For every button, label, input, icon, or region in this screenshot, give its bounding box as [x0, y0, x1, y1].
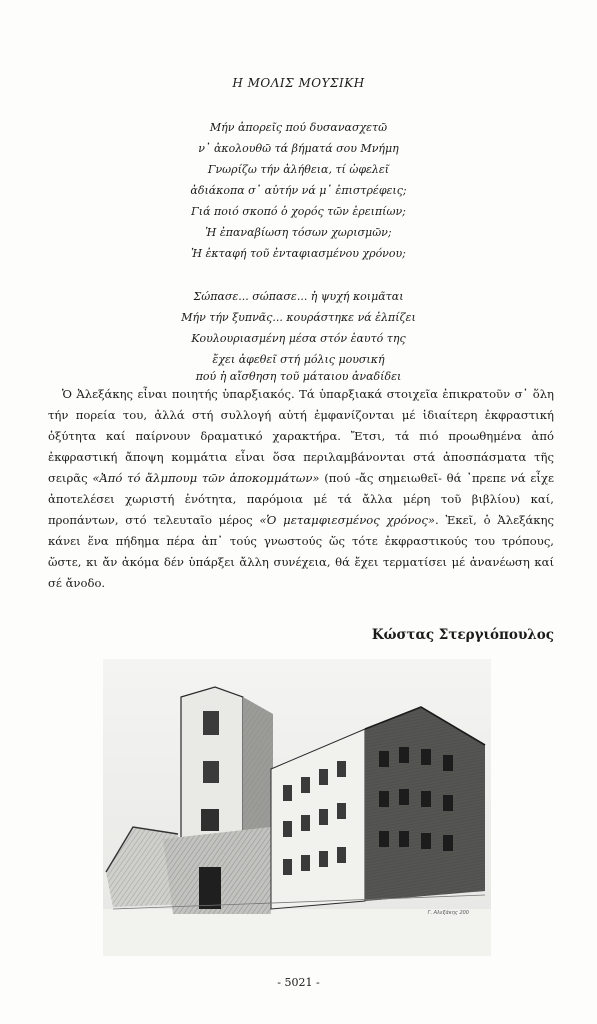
- poem-line: ἔχει ἀφεθεῖ στή μόλις μουσική: [212, 353, 385, 366]
- commentary-text: [48, 384, 554, 594]
- poem-line: Ἡ ἐκταφή τοῦ ἐνταφιασμένου χρόνου;: [191, 247, 406, 260]
- poem-line: ν᾿ ἀκολουθῶ τά βήματά σου Μνήμη: [198, 142, 399, 155]
- commentary-text-part: Ὁ Ἀλεξάκης εἶναι ποιητής ὑπαρξιακός. Τά ὑπαρξιακά στοιχεῖα ἐπικρατοῦν σ᾿ ὅλη τήν πορεία του, ἀλλά στή συλλογή αὐτή ἐμφανίζονται μέ ἰδιαίτερη ἐκφραστική ὀξύτητα καί παίρνουν δραματικό χαρακτήρα. Ἔτσι, τά πιό προωθημένα ἀπό ἐκφραστική ἄποψη κομμάτια εἶναι ὅσα περιλαμβάνονται στά ἀποσπάσματα τῆς σειρᾶς: [48, 387, 554, 485]
- poem-stanza-2: [0, 286, 597, 370]
- poem-title: Η ΜΟΛΙΣ ΜΟΥΣΙΚΗ: [232, 76, 365, 90]
- commentary-paragraph: [48, 384, 554, 594]
- poem-line: πού ἡ αἴσθηση τοῦ μάταιου ἀναδίδει: [195, 370, 402, 383]
- artist-signature: Γ. Αλεξάκης 200: [427, 910, 469, 916]
- poem-line: Μήν ἀπορεῖς πού δυσανασχετῶ: [209, 121, 388, 134]
- poem-line: Γιά ποιό σκοπό ὁ χορός τῶν ἐρειπίων;: [191, 205, 406, 218]
- page-number: - 5021 -: [277, 976, 320, 989]
- commentary-text-part: (πού -ἄς σημειωθεῖ- θά ᾿πρεπε νά εἶχε ἀποτελέσει χωριστή ἑνότητα, παρόμοια μέ τά ἄλλα μέρη τοῦ βιβλίου) καί, προπάντων, στό τελευταῖο μέρος: [48, 471, 554, 527]
- poem-line: Μήν τήν ξυπνᾶς... κουράστηκε νά ἐλπίζει: [181, 311, 416, 324]
- commentary-text-part: . Ἐκεῖ, ὁ Ἀλεξάκης κάνει ἕνα πήδημα πέρα ἀπ᾿ τούς γνωστούς ὥς τότε ἐκφραστικούς του τρόπους, ὥστε, κι ἄν ἀκόμα δέν ὑπάρξει ἄλλη συνέχεια, θά ἔχει τερματίσει μέ ἀνανέωση καί σέ ἄνοδο.: [48, 513, 554, 590]
- poem-line: Ἡ ἐπαναβίωση τόσων χωρισμῶν;: [205, 226, 392, 239]
- section-title: «Ὁ μεταμφιεσμένος χρόνος»: [259, 513, 435, 527]
- building-sketch-image: [103, 659, 491, 956]
- poem-line: ἀδιάκοπα σ᾿ αὐτήν νά μ᾿ ἐπιστρέφεις;: [190, 184, 407, 197]
- poem-line: Γνωρίζω τήν ἀλήθεια, τί ὠφελεῖ: [207, 163, 390, 176]
- poem-stanza-1: [0, 117, 597, 264]
- poem-line: Κουλουριασμένη μέσα στόν ἑαυτό της: [191, 332, 406, 345]
- poem-line: Σώπασε... σώπασε... ἡ ψυχή κοιμᾶται: [193, 290, 404, 303]
- author-signature: Κώστας Στεργιόπουλος: [371, 627, 554, 643]
- series-title: «Ἀπό τό ἄλμπουμ τῶν ἀποκομμάτων»: [92, 471, 320, 485]
